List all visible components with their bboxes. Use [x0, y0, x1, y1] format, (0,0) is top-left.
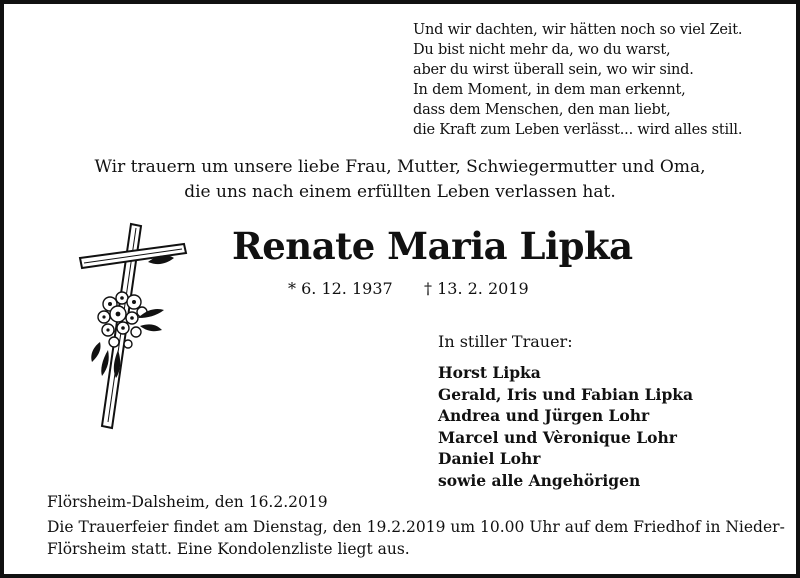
- poem: [413, 20, 742, 140]
- place-date: Flörsheim-Dalsheim, den 16.2.2019: [47, 493, 328, 511]
- poem-line: Du bist nicht mehr da, wo du warst,: [413, 42, 671, 58]
- ceremony-line: Die Trauerfeier findet am Dienstag, den 19.2.2019 um 10.00 Uhr auf dem Friedhof in Nieder-: [47, 518, 785, 536]
- death-date: † 13. 2. 2019: [424, 279, 529, 298]
- intro-text: [0, 155, 800, 205]
- birth-date: * 6. 12. 1937: [288, 279, 393, 298]
- poem-line: dass dem Menschen, den man liebt,: [413, 102, 671, 118]
- poem-line: Und wir dachten, wir hätten noch so viel Zeit.: [413, 22, 743, 38]
- ceremony-info: [47, 516, 785, 560]
- mourner: Daniel Lohr: [438, 449, 541, 468]
- cross-with-flowers-icon: [78, 222, 188, 432]
- mourner: Horst Lipka: [438, 363, 541, 382]
- mourner: Marcel und Vèronique Lohr: [438, 427, 677, 447]
- ceremony-line: Flörsheim statt. Eine Kondolenzliste liegt aus.: [47, 540, 410, 558]
- poem-line: die Kraft zum Leben verlässt... wird alles still.: [413, 122, 743, 138]
- mourner: Gerald, Iris und Fabian Lipka: [438, 384, 694, 404]
- intro-line: Wir trauern um unsere liebe Frau, Mutter, Schwiegermutter und Oma,: [94, 157, 706, 177]
- mourner-list: [438, 362, 693, 491]
- intro-line: die uns nach einem erfüllten Leben verlassen hat.: [184, 182, 616, 202]
- mourner: Andrea und Jürgen Lohr: [438, 406, 650, 425]
- mourner: sowie alle Angehörigen: [438, 470, 641, 490]
- deceased-name: Renate Maria Lipka: [232, 224, 633, 268]
- mourning-heading: In stiller Trauer:: [438, 332, 573, 351]
- poem-line: In dem Moment, in dem man erkennt,: [413, 82, 686, 98]
- poem-line: aber du wirst überall sein, wo wir sind.: [413, 62, 694, 78]
